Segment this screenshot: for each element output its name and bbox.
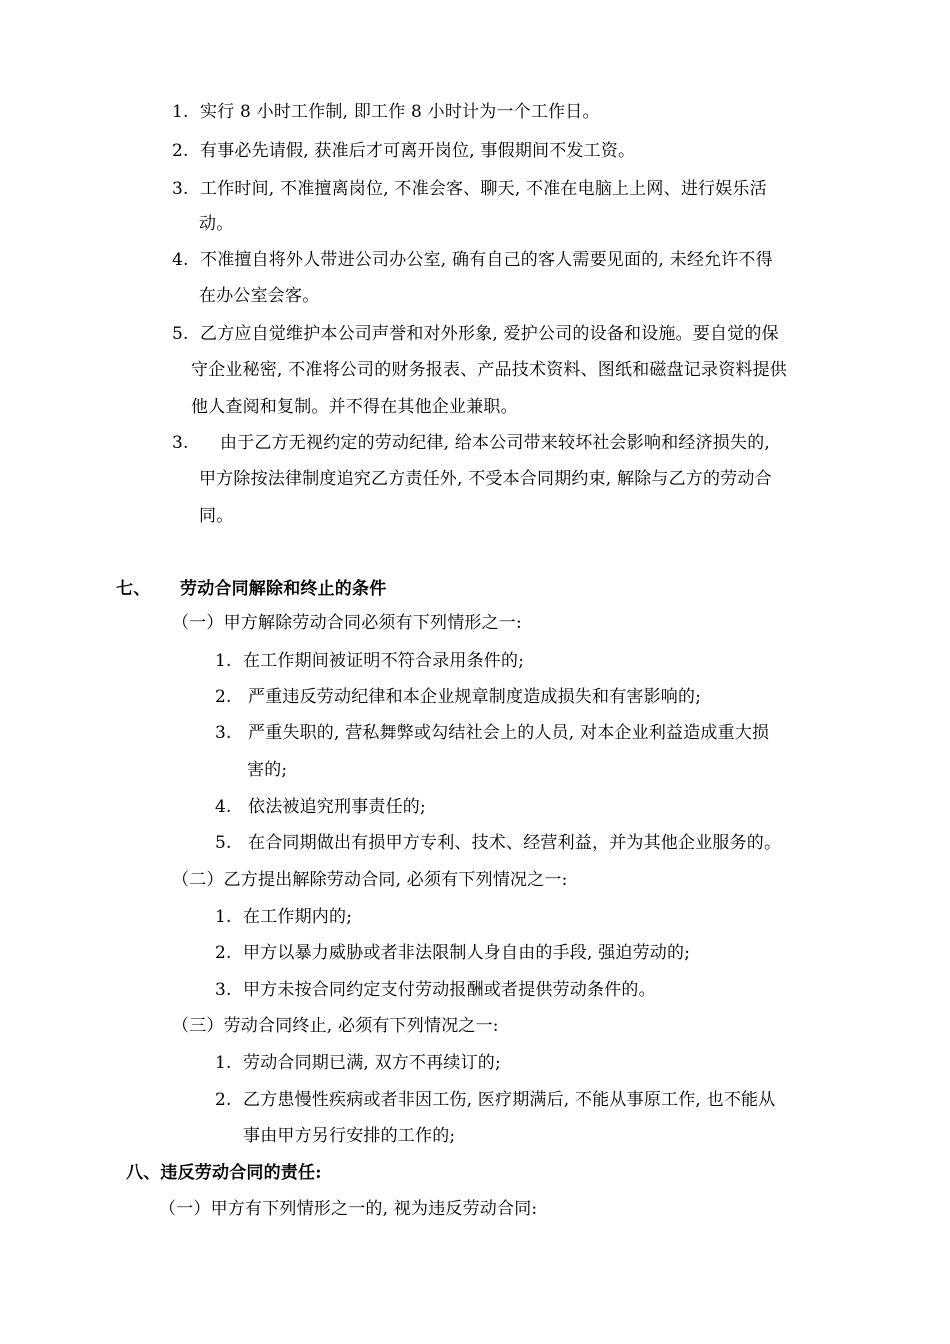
item-text: 在工作期间被证明不符合录用条件的; bbox=[243, 651, 525, 671]
item-text-continuation: 同。 bbox=[199, 506, 234, 526]
list-item bbox=[215, 832, 781, 854]
list-item bbox=[215, 686, 701, 708]
list-item bbox=[172, 178, 767, 200]
item-number: 2. bbox=[215, 1090, 232, 1110]
list-item bbox=[172, 432, 770, 454]
subsection-heading: （二）乙方提出解除劳动合同, 必须有下列情况之一: bbox=[172, 870, 568, 890]
item-text: 严重失职的, 营私舞弊或勾结社会上的人员, 对本企业利益造成重大损 bbox=[248, 723, 770, 743]
item-number: 2. bbox=[172, 141, 189, 161]
item-text: 实行 8 小时工作制, 即工作 8 小时计为一个工作日。 bbox=[200, 102, 600, 122]
item-text-continuation: 甲方除按法律制度追究乙方责任外, 不受本合同期约束, 解除与乙方的劳动合 bbox=[199, 469, 772, 489]
item-text: 在工作期内的; bbox=[243, 907, 353, 927]
item-number: 1. bbox=[215, 1053, 232, 1073]
subsection-heading: （三）劳动合同终止, 必须有下列情况之一: bbox=[172, 1016, 499, 1036]
list-item bbox=[172, 140, 635, 162]
item-number: 1. bbox=[215, 651, 232, 671]
list-item bbox=[215, 1052, 501, 1074]
item-text: 依法被追究刑事责任的; bbox=[248, 797, 426, 817]
item-text: 工作时间, 不准擅离岗位, 不准会客、聊天, 不准在电脑上上网、进行娱乐活 bbox=[200, 179, 767, 199]
section-heading bbox=[116, 578, 386, 600]
section-number: 七、 bbox=[116, 579, 151, 599]
item-text-continuation: 在办公室会客。 bbox=[199, 286, 320, 306]
item-number: 3. bbox=[215, 980, 232, 1000]
list-item bbox=[215, 942, 690, 964]
list-item bbox=[215, 906, 352, 928]
item-number: 3. bbox=[172, 433, 189, 453]
item-number: 5. bbox=[215, 833, 232, 853]
item-text: 甲方未按合同约定支付劳动报酬或者提供劳动条件的。 bbox=[243, 980, 656, 1000]
list-item bbox=[215, 1089, 775, 1111]
list-item bbox=[215, 650, 524, 672]
item-text: 严重违反劳动纪律和本企业规章制度造成损失和有害影响的; bbox=[248, 687, 702, 707]
section-heading: 八、违反劳动合同的责任: bbox=[126, 1163, 322, 1183]
item-text: 乙方患慢性疾病或者非因工伤, 医疗期满后, 不能从事原工作, 也不能从 bbox=[243, 1090, 776, 1110]
item-number: 3. bbox=[172, 179, 189, 199]
item-text: 有事必先请假, 获准后才可离开岗位, 事假期间不发工资。 bbox=[200, 141, 636, 161]
item-text: 在合同期做出有损甲方专利、技术、经营利益，并为其他企业服务的。 bbox=[248, 833, 782, 853]
subsection-heading: （一）甲方解除劳动合同必须有下列情形之一: bbox=[172, 613, 522, 633]
subsection-heading: （一）甲方有下列情形之一的, 视为违反劳动合同: bbox=[159, 1199, 538, 1219]
item-number: 3. bbox=[215, 723, 232, 743]
item-text-continuation: 守企业秘密, 不准将公司的财务报表、产品技术资料、图纸和磁盘记录资料提供 bbox=[191, 360, 788, 380]
item-number: 1. bbox=[215, 907, 232, 927]
list-item bbox=[215, 979, 656, 1001]
item-text-continuation: 他人查阅和复制。并不得在其他企业兼职。 bbox=[191, 397, 518, 417]
list-item bbox=[215, 722, 769, 744]
item-text-continuation: 害的; bbox=[247, 760, 288, 780]
item-number: 4. bbox=[215, 797, 232, 817]
item-text: 由于乙方无视约定的劳动纪律, 给本公司带来较坏社会影响和经济损失的, bbox=[220, 433, 771, 453]
item-text-continuation: 事由甲方另行安排的工作的; bbox=[243, 1126, 456, 1146]
item-text: 不准擅自将外人带进公司办公室, 确有自己的客人需要见面的, 未经允许不得 bbox=[200, 250, 773, 270]
item-number: 2. bbox=[215, 943, 232, 963]
item-text: 劳动合同期已满, 双方不再续订的; bbox=[243, 1053, 501, 1073]
list-item bbox=[172, 323, 779, 345]
list-item bbox=[172, 101, 600, 123]
item-number: 1. bbox=[172, 102, 189, 122]
item-number: 2. bbox=[215, 687, 232, 707]
item-number: 4. bbox=[172, 250, 189, 270]
list-item bbox=[215, 796, 426, 818]
item-text: 甲方以暴力威胁或者非法限制人身自由的手段, 强迫劳动的; bbox=[243, 943, 691, 963]
item-text-continuation: 动。 bbox=[199, 214, 234, 234]
item-number: 5. bbox=[172, 324, 189, 344]
item-text: 乙方应自觉维护本公司声誉和对外形象, 爱护公司的设备和设施。要自觉的保 bbox=[200, 324, 779, 344]
section-title: 劳动合同解除和终止的条件 bbox=[180, 579, 387, 599]
list-item bbox=[172, 249, 773, 271]
